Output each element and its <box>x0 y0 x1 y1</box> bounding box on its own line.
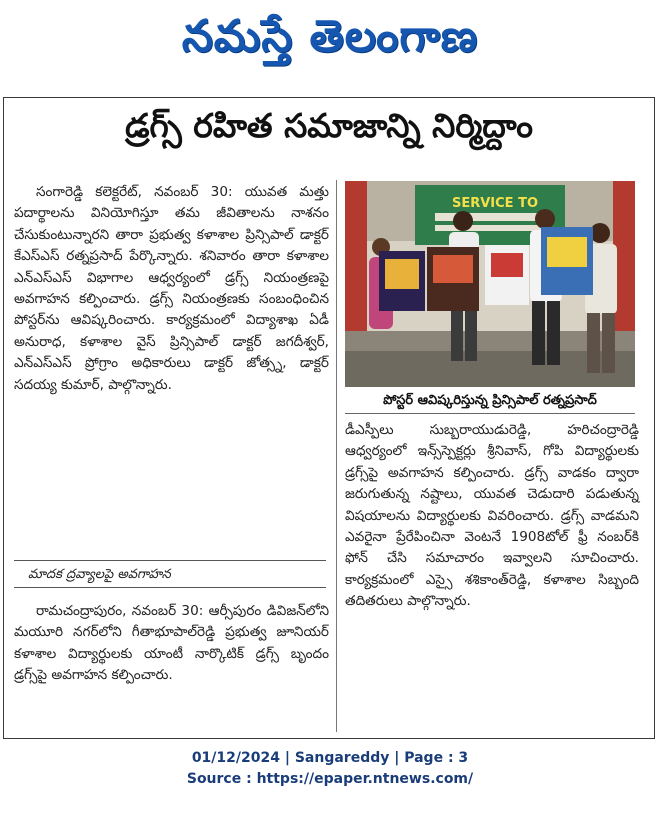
right-column <box>345 420 639 613</box>
source-link[interactable]: Source : https://epaper.ntnews.com/ <box>186 771 474 787</box>
sub-heading: మాదక ద్రవ్యాలపై అవగాహన <box>14 560 326 588</box>
newspaper-logo: నమస్తే తెలంగాణ <box>181 11 479 62</box>
masthead <box>0 0 660 84</box>
edition-info: 01/12/2024 | Sangareddy | Page : 3 <box>191 750 469 766</box>
column-divider <box>336 180 337 732</box>
article-clipping <box>3 97 655 739</box>
photo-illustration <box>345 181 635 387</box>
article-headline: డ్రగ్స్ రహిత సమాజాన్ని నిర్మిద్దాం <box>125 106 533 145</box>
banner-text: SERVICE TO <box>451 196 539 211</box>
left-column-lower <box>14 601 329 687</box>
page-footer <box>0 748 660 790</box>
photo-caption: పోస్టర్ ఆవిష్కరిస్తున్న ప్రిన్సిపాల్ రత్నప్రసాద్ <box>345 389 635 414</box>
article-paragraph-2: రామచంద్రాపురం, నవంబర్ 30: ఆర్సీపురం డివిజన్‌లోని మయూరి నగర్‌లోని గీతాభూపాల్‌రెడ్డి ప్రభుత్వ జూనియర్ కళాశాల విద్యార్థులకు యాంటీ నార్కొటిక్ డ్రగ్స్ బృందం డ్రగ్స్‌పై అవగాహన కల్పించారు. <box>14 603 329 684</box>
article-paragraph-3: డీఎస్పీలు సుబ్బరాయుడురెడ్డి, హరిచంద్రారెడ్డి ఆధ్వర్యంలో ఇన్స్‌స్పెక్టర్లు శ్రీనివాస్, గోపి విద్యార్థులకు డ్రగ్స్‌పై అవగాహన కల్పించారు. డ్రగ్స్ వాడకం ద్వారా జరుగుతున్న నష్టాలు, యువత చెడుదారి పడుతున్న విషయాలను విద్యార్థులకు వివరించారు. డ్రగ్స్ వాడమని ఎవరైనా ప్రేరేపించినా వెంటనే 1908టోల్ ఫ్రీ నంబర్‌కి ఫోన్ చేసి సమాచారం ఇవ్వాలని సూచించారు. కార్యక్రమంలో ఎస్సై శశికాంత్‌రెడ్డి, కళాశాల సిబ్బంది తదితరులు పాల్గొన్నారు. <box>345 422 639 610</box>
news-photo <box>345 181 635 387</box>
left-column <box>14 182 329 396</box>
article-paragraph-1: సంగారెడ్డి కలెక్టరేట్, నవంబర్ 30: యువత మత్తు పదార్థాలను వినియోగిస్తూ తమ జీవితాలను నాశనం చేసుకుంటున్నారని తారా ప్రభుత్వ కళాశాల ప్రిన్సిపాల్ డాక్టర్ కేఎస్ఎస్ రత్నప్రసాద్ పేర్కొన్నారు. శనివారం తారా కళాశాల ఎన్ఎస్ఎస్ విభాగాల ఆధ్వర్యంలో డ్రగ్స్ నియంత్రణపై అవగాహన కల్పించారు. డ్రగ్స్ నియంత్రణకు సంబంధించిన పోస్టర్‌ను ఆవిష్కరించారు. కార్యక్రమంలో విద్యాశాఖ ఏడీ అనురాధ, కళాశాల వైస్ ప్రిన్సిపాల్ డాక్టర్ జగదీశ్వర్, ఎన్ఎస్ఎస్ ప్రోగ్రాం అధికారులు డాక్టర్ జోత్స్న, డాక్టర్ సదయ్య కుమార్, పాల్గొన్నారు. <box>14 184 329 393</box>
